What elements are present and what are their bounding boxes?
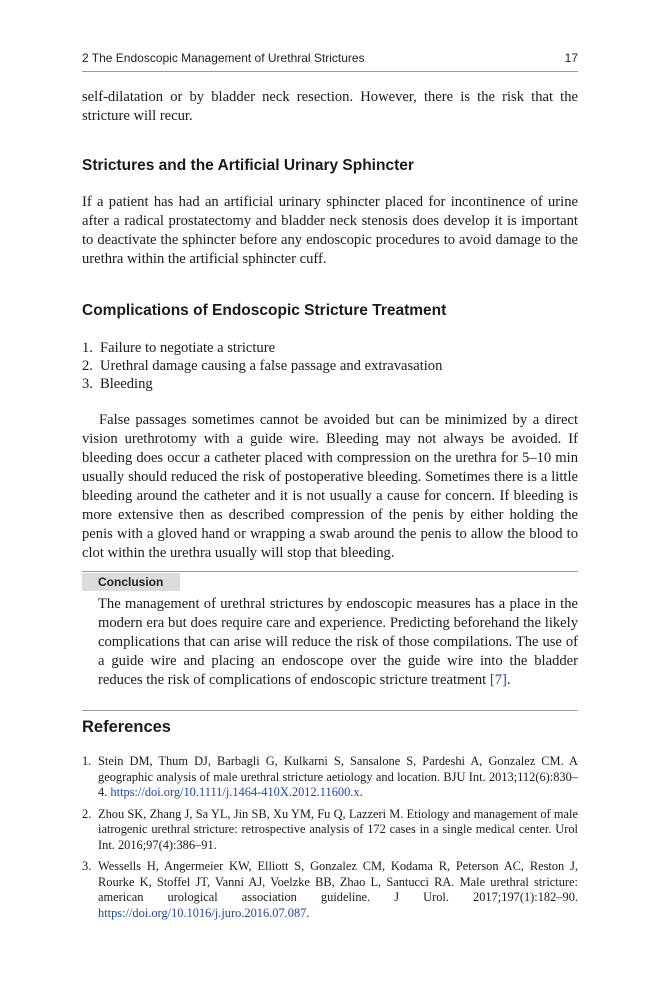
section-heading-sphincter: Strictures and the Artificial Urinary Sphincter (82, 157, 414, 174)
references-heading: References (82, 718, 171, 736)
conclusion-paragraph (98, 595, 578, 690)
list-item-number: 2. (82, 358, 93, 374)
page-number: 17 (564, 51, 578, 65)
section-heading-complications: Complications of Endoscopic Stricture Treatment (82, 302, 447, 319)
complications-list (82, 339, 578, 393)
doi-link[interactable]: https://doi.org/10.1111/j.1464-410X.2012.11600.x (110, 785, 360, 799)
reference-list (82, 754, 578, 927)
intro-paragraph: self-dilatation or by bladder neck resection. However, there is the risk that the stricture will recur. (82, 89, 578, 124)
header-rule (82, 71, 578, 72)
conclusion-text: The management of urethral strictures by endoscopic measures has a place in the modern era but does require care and experience. Predicting beforehand the likely complications that can arise will reduce the risk of those compilations. The use of a guide wire and placing an endoscope over the guide wire into the bladder reduces the risk of complications of endoscopic stricture treatment (98, 596, 578, 688)
list-item-number: 1. (82, 340, 93, 356)
reference-item (82, 859, 578, 921)
running-head-chapter: 2 The Endoscopic Management of Urethral Strictures (82, 51, 365, 65)
reference-number: 2. (82, 806, 92, 821)
reference-end: . (306, 905, 310, 920)
list-item-text: Failure to negotiate a stricture (100, 340, 276, 356)
reference-item (82, 807, 578, 854)
list-item (82, 339, 578, 357)
running-head (82, 51, 578, 69)
list-item-text: Urethral damage causing a false passage and extravasation (100, 358, 443, 374)
list-item-number: 3. (82, 376, 93, 392)
conclusion-label: Conclusion (82, 573, 180, 591)
reference-number: 3. (82, 859, 92, 873)
reference-item (82, 754, 578, 801)
conclusion-rule (82, 571, 578, 572)
references-rule (82, 710, 578, 711)
doi-link[interactable]: https://doi.org/10.1016/j.juro.2016.07.087 (98, 905, 307, 920)
list-item (82, 357, 578, 375)
reference-text: Zhou SK, Zhang J, Sa YL, Jin SB, Xu YM, Fu Q, Lazzeri M. Etiology and management of male iatrogenic urethral stricture: retrospective analysis of 172 cases in a single medical center. Urol Int. 2016;97(4):386–91. (98, 806, 578, 852)
complications-paragraph: False passages sometimes cannot be avoided but can be minimized by a direct vision urethrotomy with a guide wire. Bleeding may not always be avoided. If bleeding does occur a catheter placed with compression on the urethra for 5–10 min usually should reduced the risk of postoperative bleeding. Sometimes there is a little bleeding around the catheter and it is not usually a cause for concern. If bleeding is more extensive then as described compression of the penis by either holding the penis with a gloved hand or wrapping a swab around the penis to allow the blood to clot within the urethra usually will stop that bleeding. (82, 412, 578, 561)
list-item (82, 375, 578, 393)
sphincter-paragraph: If a patient has had an artificial urinary sphincter placed for incontinence of urine after a radical prostatectomy and bladder neck stenosis does develop it is important to deactivate the sphincter before any endoscopic procedures to avoid damage to the urethra within the artificial sphincter cuff. (82, 194, 578, 267)
reference-text: Stein DM, Thum DJ, Barbagli G, Kulkarni S, Sansalone S, Pardeshi A, Gonzalez CM. A geographic analysis of male urethral stricture aetiology and location. BJU Int. 2013;112(6):830–4. (98, 754, 578, 799)
reference-end: . (359, 785, 363, 799)
reference-number: 1. (82, 754, 92, 768)
conclusion-end: . (506, 672, 511, 688)
list-item-text: Bleeding (100, 376, 153, 392)
reference-text: Wessells H, Angermeier KW, Elliott S, Gonzalez CM, Kodama R, Peterson AC, Reston J, Rourke K, Stoffel JT, Vanni AJ, Voelzke BB, Zhao L, Santucci RA. Male urethral stricture: american urological association guideline. J Urol. 2017;197(1):182–90. (98, 859, 578, 904)
citation-link[interactable]: [7] (489, 672, 507, 688)
